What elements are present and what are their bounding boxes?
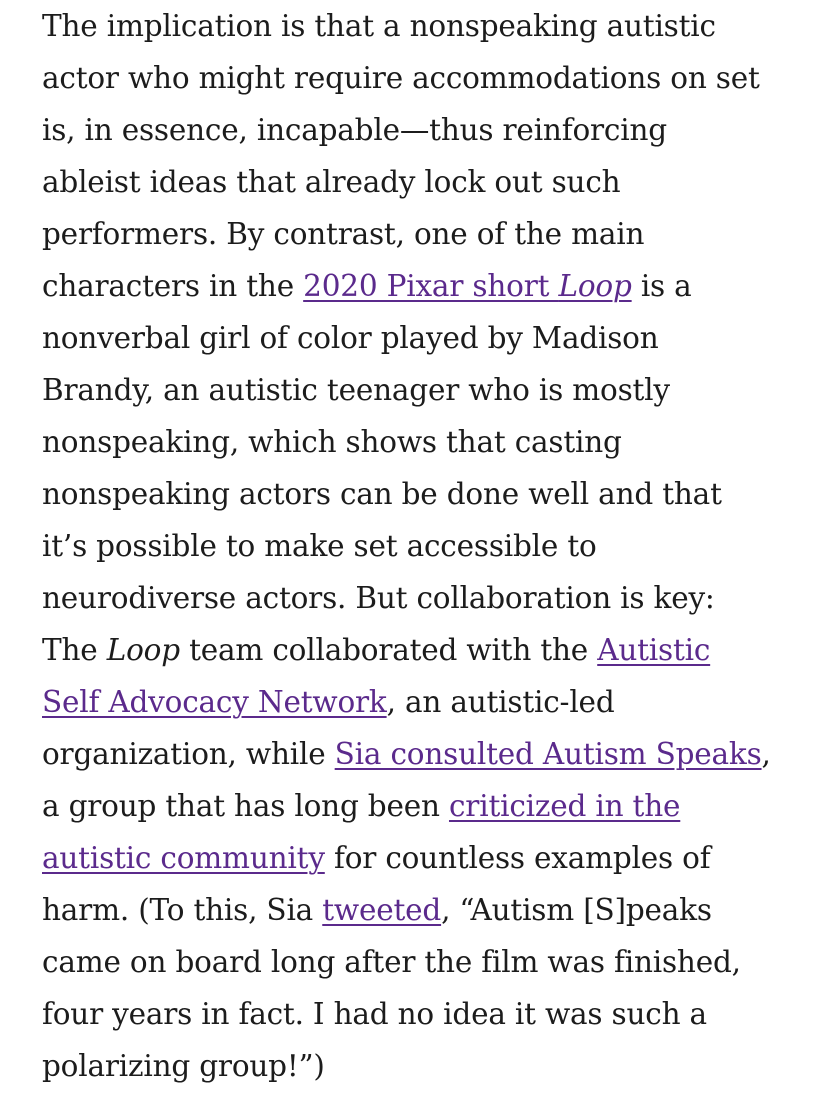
paragraph-line: ableist ideas that already lock out such [42,165,621,199]
paragraph-line: nonspeaking, which shows that casting [42,425,622,459]
text-segment: , [761,737,771,771]
text-segment: characters in the [42,269,304,303]
text-segment: team collaborated with the [179,633,598,667]
paragraph-line [42,884,802,936]
link-pixar-loop[interactable] [303,269,631,303]
paragraph-line [42,624,802,676]
paragraph-line: four years in fact. I had no idea it was such a [42,997,707,1031]
paragraph-line: nonspeaking actors can be done well and that [42,477,722,511]
paragraph-line: came on board long after the film was finished, [42,945,741,979]
link-autistic-self-advocacy-network[interactable]: Autistic [597,633,711,667]
link-autistic-self-advocacy-network-cont[interactable]: Self Advocacy Network [42,685,387,719]
link-title-italic: Loop [558,269,632,303]
text-segment: harm. (To this, Sia [42,893,323,927]
paragraph-line: is, in essence, incapable—thus reinforcing [42,113,667,147]
link-criticized-autistic-community[interactable]: criticized in the [448,789,681,823]
text-segment: organization, while [42,737,335,771]
link-tweeted[interactable]: tweeted [322,893,442,927]
paragraph-line: it’s possible to make set accessible to [42,529,597,563]
text-segment: The [42,633,107,667]
paragraph-line: performers. By contrast, one of the main [42,217,645,251]
paragraph-line [42,676,802,728]
link-criticized-autistic-community-cont[interactable]: autistic community [42,841,325,875]
paragraph-line [42,832,802,884]
paragraph-line [42,780,802,832]
paragraph-line: actor who might require accommodations on set [42,61,760,95]
article-paragraph [42,0,802,1092]
paragraph-line [42,728,802,780]
paragraph-line [42,260,802,312]
paragraph-line: The implication is that a nonspeaking autistic [42,9,716,43]
text-segment: , “Autism [S]peaks [441,893,712,927]
text-segment: , an autistic-led [386,685,615,719]
link-sia-consulted-autism-speaks[interactable]: Sia consulted Autism Speaks [334,737,762,771]
link-text: 2020 Pixar short [303,269,559,303]
text-segment: a group that has long been [42,789,449,823]
text-segment: is a [631,269,692,303]
paragraph-line: nonverbal girl of color played by Madison [42,321,659,355]
text-segment: for countless examples of [324,841,711,875]
paragraph-line: polarizing group!”) [42,1049,325,1083]
paragraph-line: Brandy, an autistic teenager who is mostly [42,373,670,407]
paragraph-line: neurodiverse actors. But collaboration is key: [42,581,715,615]
title-italic: Loop [106,633,180,667]
